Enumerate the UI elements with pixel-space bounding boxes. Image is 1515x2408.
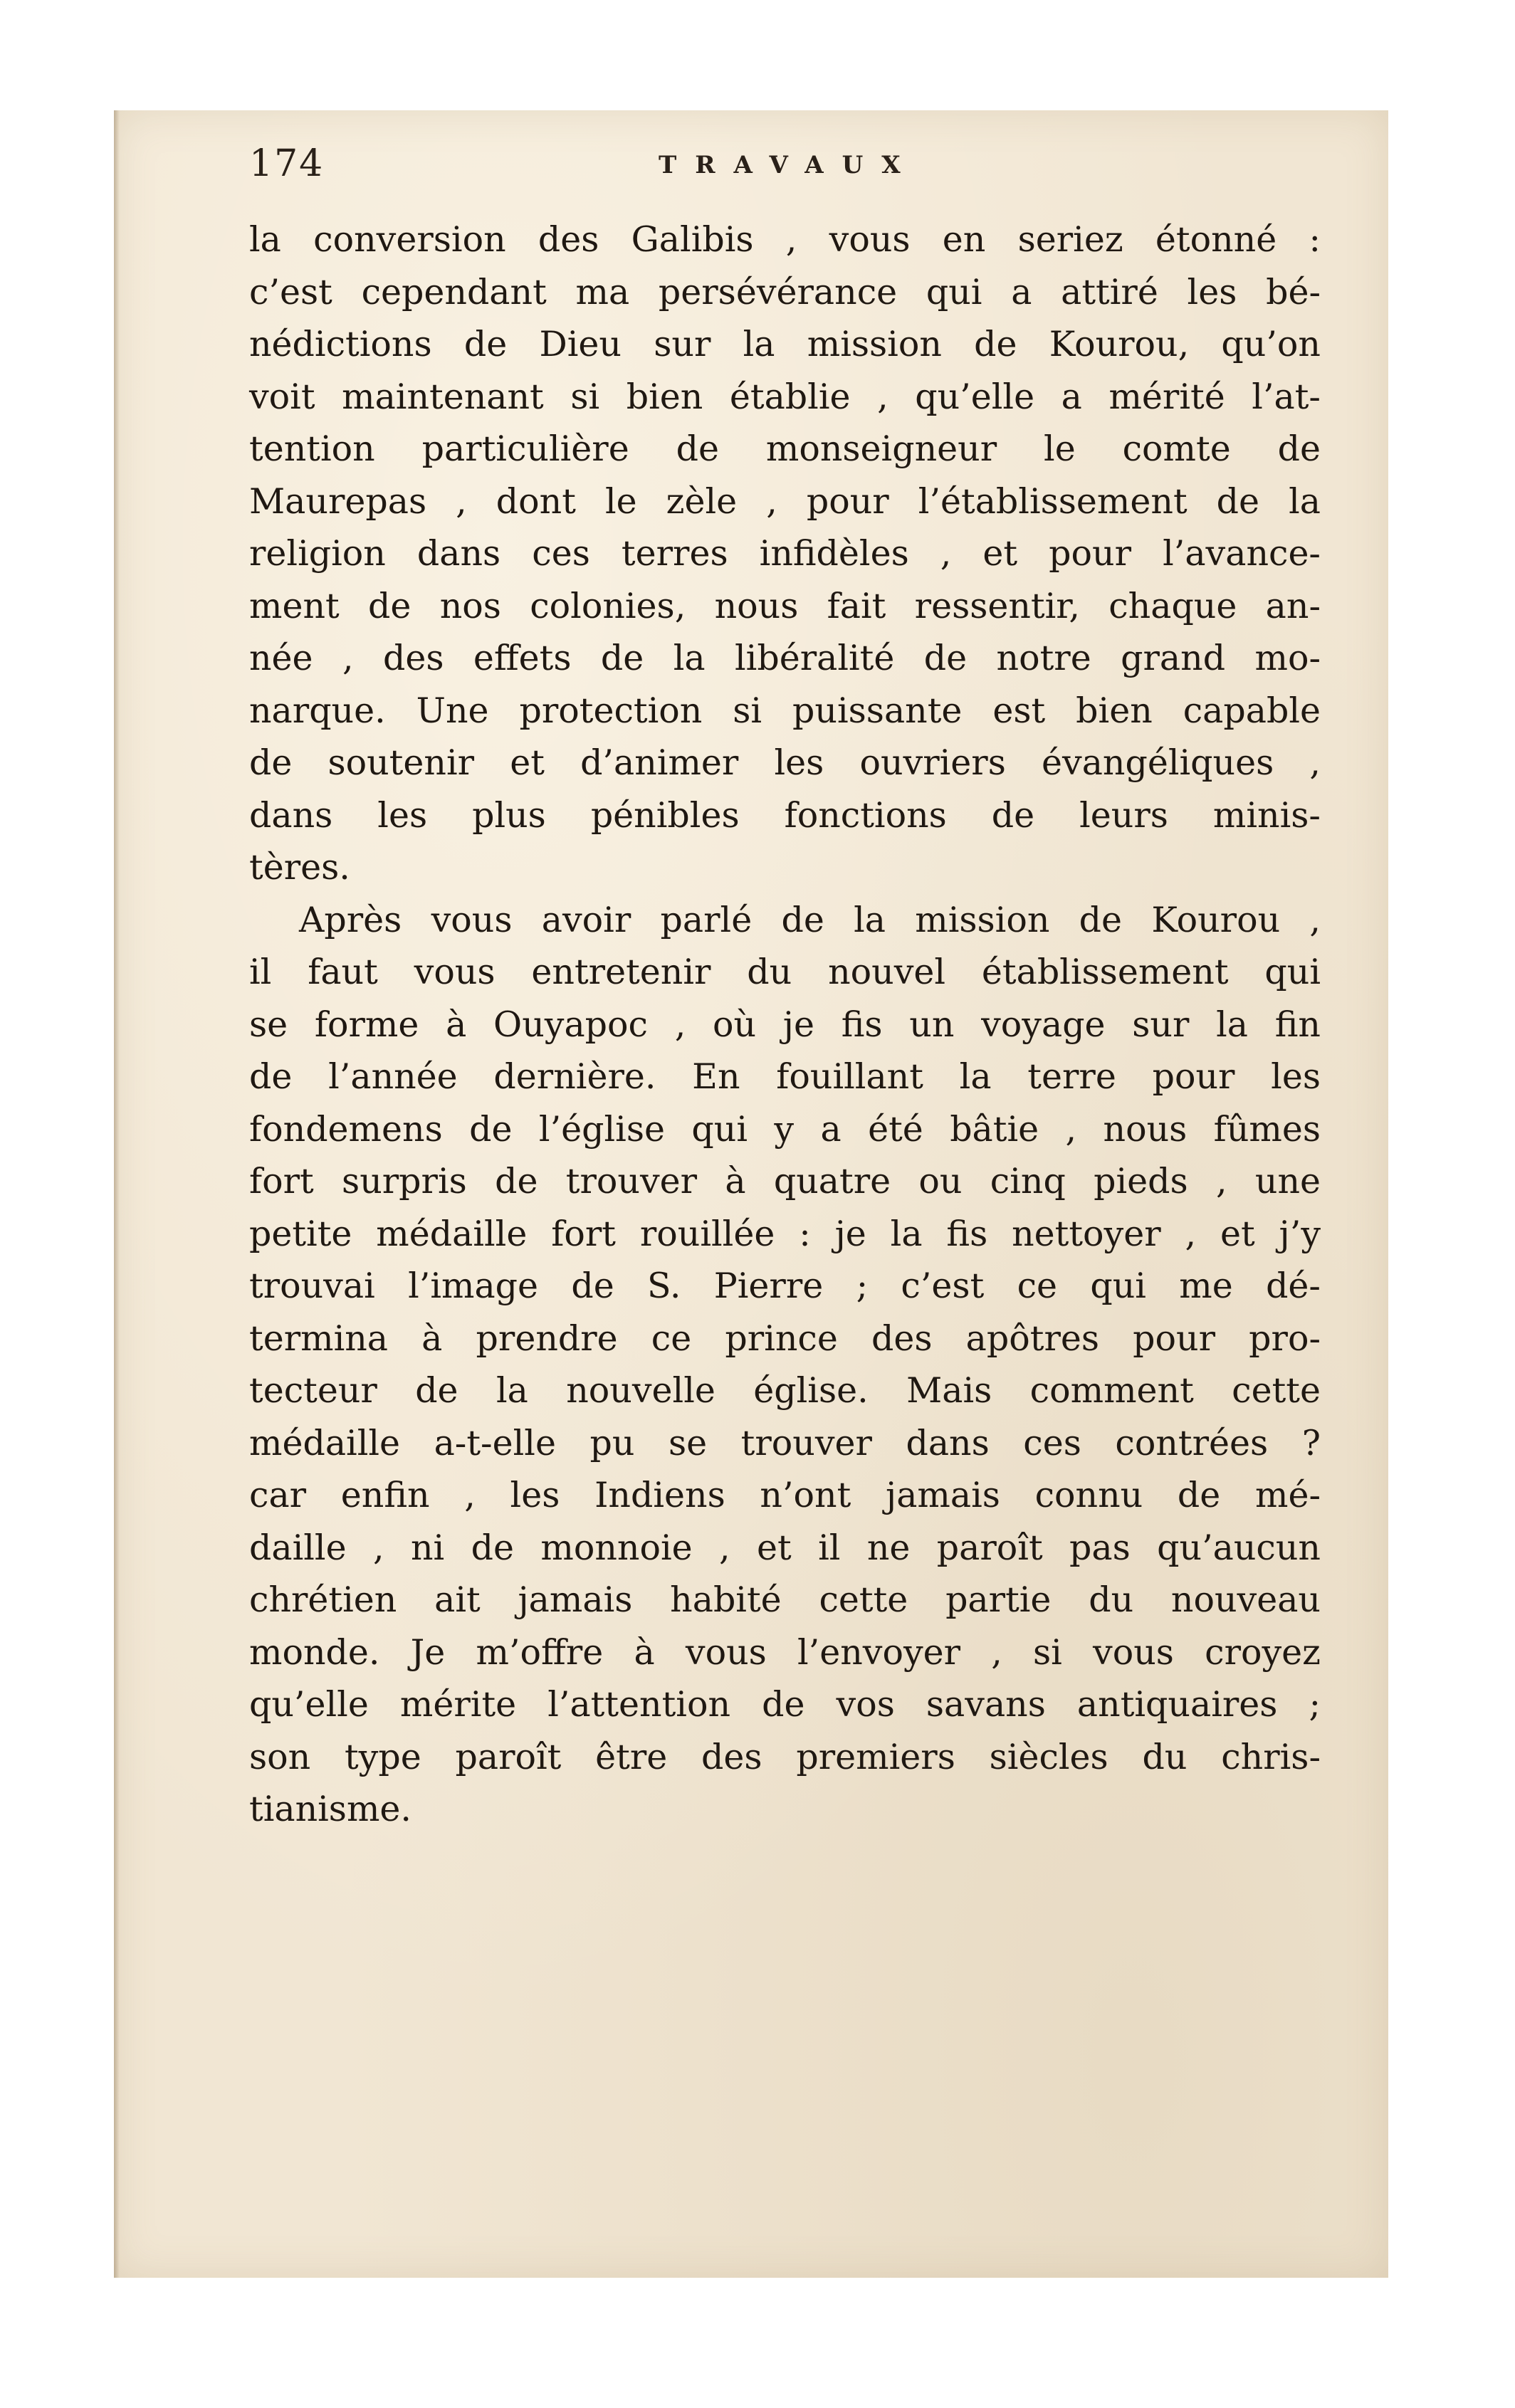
text-line: de l’année dernière. En fouillant la terre pour les bbox=[249, 1056, 1321, 1097]
text-line: tention particulière de monseigneur le comte de bbox=[249, 429, 1321, 469]
text-line: tianisme. bbox=[249, 1789, 411, 1829]
running-head: TRAVAUX bbox=[659, 151, 919, 179]
text-line: se forme à Ouyapoc , où je fis un voyage sur la fin bbox=[249, 1004, 1321, 1045]
page-header bbox=[249, 142, 1032, 199]
text-line: car enfin , les Indiens n’ont jamais connu de mé- bbox=[249, 1475, 1321, 1515]
text-line: de soutenir et d’animer les ouvriers évangéliques , bbox=[249, 742, 1321, 783]
text-line: médaille a-t-elle pu se trouver dans ces contrées ? bbox=[249, 1422, 1321, 1463]
page-number: 174 bbox=[249, 142, 325, 185]
text-line: dans les plus pénibles fonctions de leurs minis- bbox=[249, 794, 1321, 836]
text-line: religion dans ces terres infidèles , et pour l’avance- bbox=[249, 533, 1321, 574]
text-line: qu’elle mérite l’attention de vos savans antiquaires ; bbox=[249, 1684, 1321, 1725]
text-line: daille , ni de monnoie , et il ne paroît pas qu’aucun bbox=[249, 1527, 1321, 1568]
text-line: née , des effets de la libéralité de notre grand mo- bbox=[249, 638, 1321, 678]
text-line: chrétien ait jamais habité cette partie du nouveau bbox=[249, 1579, 1321, 1620]
text-line: fondemens de l’église qui y a été bâtie , nous fûmes bbox=[249, 1108, 1321, 1150]
text-line: il faut vous entretenir du nouvel établissement qui bbox=[249, 952, 1321, 992]
text-line: petite médaille fort rouillée : je la fis nettoyer , et j’y bbox=[249, 1213, 1321, 1254]
text-line: trouvai l’image de S. Pierre ; c’est ce qui me dé- bbox=[249, 1266, 1321, 1306]
text-line: son type paroît être des premiers siècles du chris- bbox=[249, 1736, 1321, 1777]
text-line: monde. Je m’offre à vous l’envoyer , si vous croyez bbox=[249, 1631, 1321, 1673]
text-line: termina à prendre ce prince des apôtres pour pro- bbox=[249, 1318, 1321, 1359]
text-line: voit maintenant si bien établie , qu’elle a mérité l’at- bbox=[249, 376, 1321, 417]
text-line: Maurepas , dont le zèle , pour l’établissement de la bbox=[249, 480, 1321, 522]
page-binding-shadow bbox=[114, 110, 120, 2278]
text-line: c’est cependant ma persévérance qui a attiré les bé- bbox=[249, 271, 1321, 312]
text-line: tecteur de la nouvelle église. Mais comment cette bbox=[249, 1370, 1321, 1411]
text-line: ment de nos colonies, nous fait ressentir, chaque an- bbox=[249, 585, 1321, 626]
text-line: nédictions de Dieu sur la mission de Kourou, qu’on bbox=[249, 324, 1321, 364]
text-line: fort surpris de trouver à quatre ou cinq pieds , une bbox=[249, 1161, 1321, 1202]
text-line: tères. bbox=[249, 847, 350, 888]
text-line: narque. Une protection si puissante est bien capable bbox=[249, 690, 1321, 731]
text-line: Après vous avoir parlé de la mission de Kourou , bbox=[299, 899, 1321, 940]
paragraph bbox=[249, 894, 1321, 1836]
body-text bbox=[249, 214, 1321, 1836]
paragraph bbox=[249, 214, 1321, 894]
text-line: la conversion des Galibis , vous en seriez étonné : bbox=[249, 219, 1321, 260]
